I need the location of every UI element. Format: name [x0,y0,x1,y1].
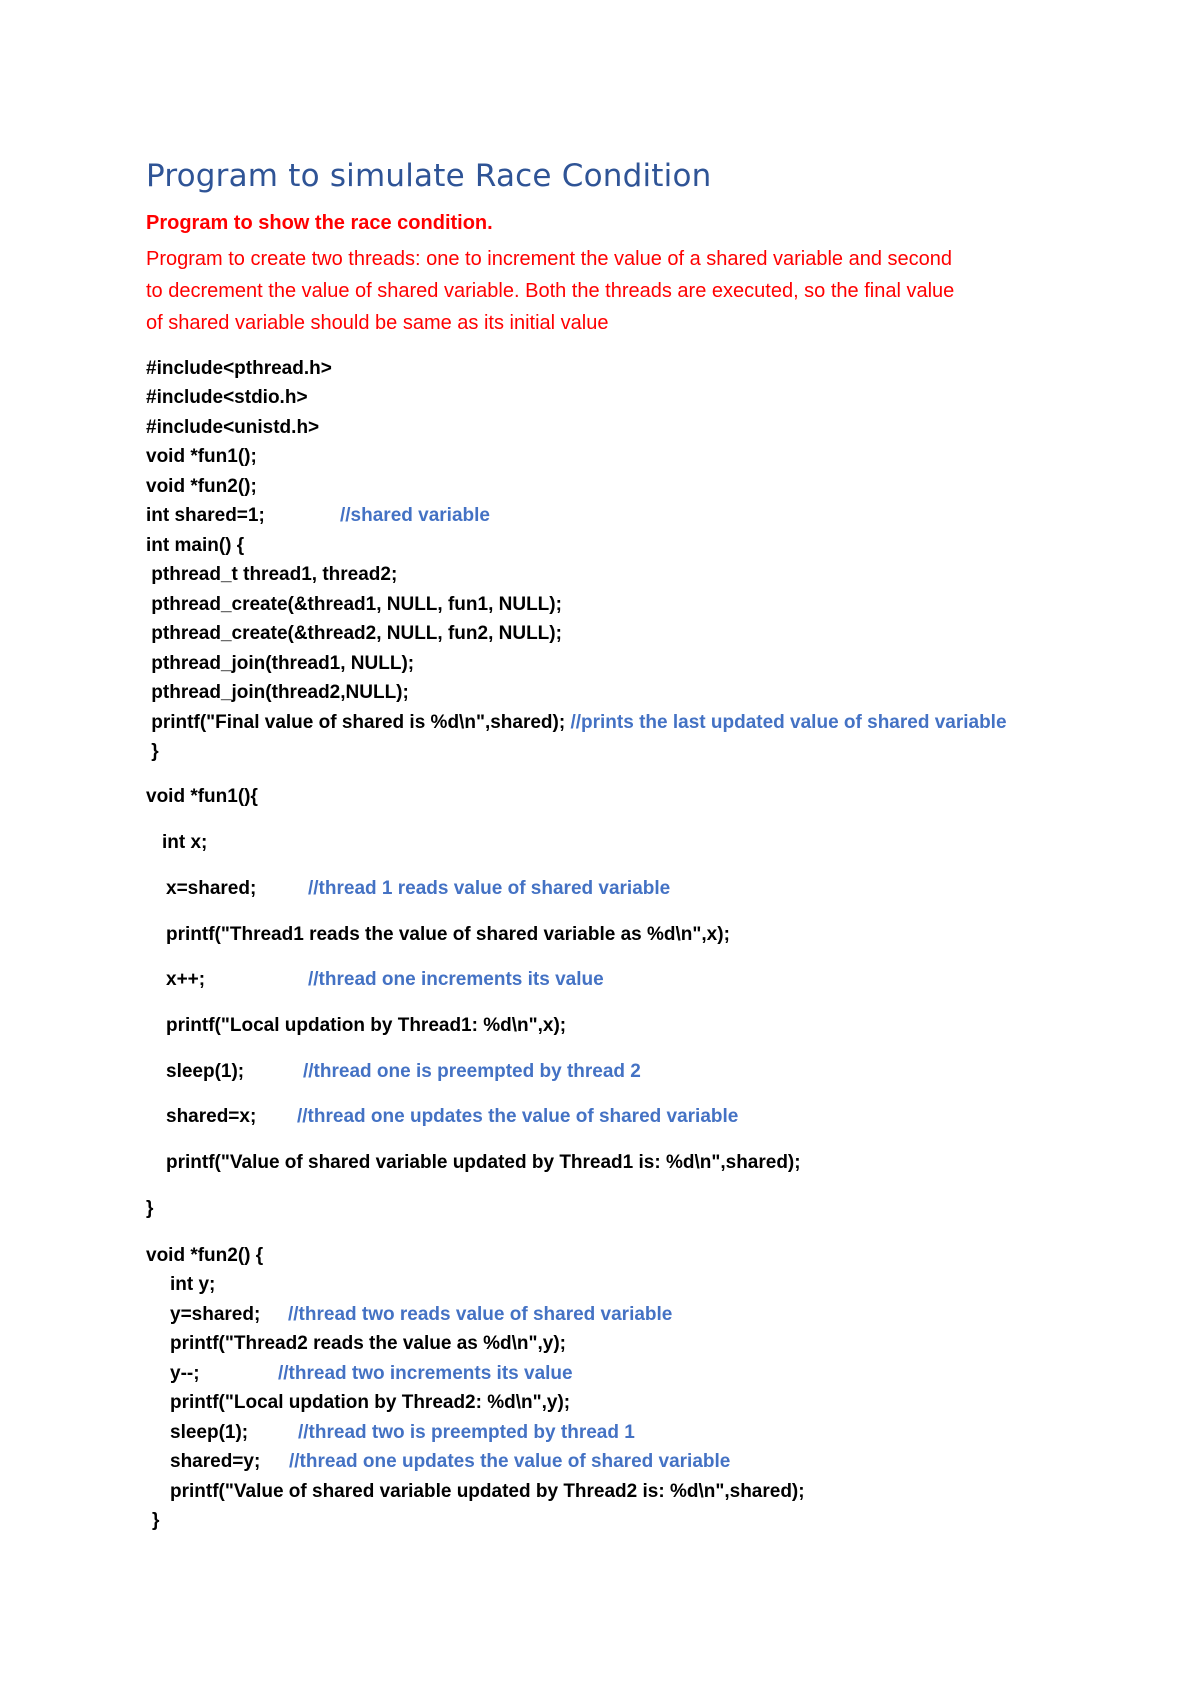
code-text: } [146,741,159,762]
code-line [166,924,730,946]
code-comment: //shared variable [340,505,490,526]
code-text: #include<stdio.h> [146,387,308,408]
code-line [170,1392,570,1414]
code-comment: //thread one is preempted by thread 2 [303,1061,641,1082]
code-line [162,832,207,854]
code-line [146,564,397,586]
code-comment: //thread 1 reads value of shared variable [308,878,671,899]
code-comment-line [340,505,490,527]
description-line: to decrement the value of shared variable. Both the threads are executed, so the final value [146,280,955,302]
code-comment-line [298,1422,635,1444]
code-text: sleep(1); [170,1422,249,1443]
code-text: pthread_create(&thread1, NULL, fun1, NULL); [146,594,562,615]
code-line [146,535,244,557]
code-comment-line [288,1304,672,1326]
code-text: shared=y; [170,1451,261,1472]
code-line [166,1061,244,1083]
code-comment: //thread two increments its value [278,1363,573,1384]
code-text: printf("Value of shared variable updated by Thread1 is: %d\n",shared); [166,1152,801,1173]
code-text: y--; [170,1363,200,1384]
code-line [170,1363,200,1385]
code-line [146,594,562,616]
code-line [146,653,414,675]
code-comment: //thread two reads value of shared variable [288,1304,673,1325]
page-title: Program to simulate Race Condition [146,158,712,194]
code-line [152,1510,159,1532]
description [146,243,1066,339]
code-comment: //prints the last updated value of shared variable [570,712,1007,733]
code-line [146,476,257,498]
code-text: #include<unistd.h> [146,417,320,438]
code-text: } [146,1198,154,1219]
code-text: printf("Value of shared variable updated by Thread2 is: %d\n",shared); [170,1481,805,1502]
code-line [170,1274,215,1296]
code-line [146,682,409,704]
code-text: pthread_join(thread1, NULL); [146,653,415,674]
code-line [170,1333,566,1355]
code-line [170,1481,805,1503]
code-text: int main() { [146,535,245,556]
code-comment: //thread one updates the value of shared variable [289,1451,731,1472]
code-line [170,1451,260,1473]
code-line [146,358,332,380]
code-text: y=shared; [170,1304,261,1325]
code-line [170,1304,260,1326]
code-text: int shared=1; [146,505,265,526]
code-text: void *fun1(){ [146,786,258,807]
code-text: int x; [162,832,208,853]
code-comment: //thread one updates the value of shared variable [297,1106,739,1127]
code-text: #include<pthread.h> [146,358,332,379]
code-text: pthread_create(&thread2, NULL, fun2, NULL); [146,623,562,644]
code-line [166,1152,801,1174]
code-line [166,969,205,991]
code-line [146,786,258,808]
code-line [146,1245,263,1267]
code-text: shared=x; [166,1106,257,1127]
code-line [146,712,1007,734]
code-comment-line [278,1363,573,1385]
code-text: void *fun2() { [146,1245,264,1266]
code-line [146,623,562,645]
code-text: } [152,1510,160,1531]
code-text: x=shared; [166,878,257,899]
code-line [166,1015,566,1037]
code-line [146,1198,153,1220]
code-line [146,387,308,409]
code-line [146,505,265,527]
code-comment-line [308,878,670,900]
code-line [166,1106,256,1128]
description-line: of shared variable should be same as its initial value [146,312,609,334]
code-line [166,878,256,900]
code-line [146,446,257,468]
code-text: pthread_t thread1, thread2; [146,564,398,585]
code-text: printf("Final value of shared is %d\n",shared); [146,712,571,733]
code-line [146,417,319,439]
code-comment-line [303,1061,641,1083]
code-comment-line [297,1106,738,1128]
code-text: x++; [166,969,206,990]
code-text: int y; [170,1274,216,1295]
description-line: Program to create two threads: one to increment the value of a shared variable and second [146,248,953,270]
code-comment-line [308,969,604,991]
code-text: pthread_join(thread2,NULL); [146,682,409,703]
code-comment-line [289,1451,730,1473]
code-line [146,741,159,763]
code-text: void *fun1(); [146,446,257,467]
code-comment: //thread two is preempted by thread 1 [298,1422,635,1443]
code-text: printf("Thread1 reads the value of shared variable as %d\n",x); [166,924,730,945]
code-text: void *fun2(); [146,476,257,497]
code-comment: //thread one increments its value [308,969,604,990]
code-text: printf("Local updation by Thread1: %d\n",x); [166,1015,567,1036]
code-text: sleep(1); [166,1061,245,1082]
subheading: Program to show the race condition. [146,212,493,234]
code-line [170,1422,248,1444]
code-text: printf("Thread2 reads the value as %d\n",y); [170,1333,566,1354]
code-text: printf("Local updation by Thread2: %d\n",y); [170,1392,571,1413]
